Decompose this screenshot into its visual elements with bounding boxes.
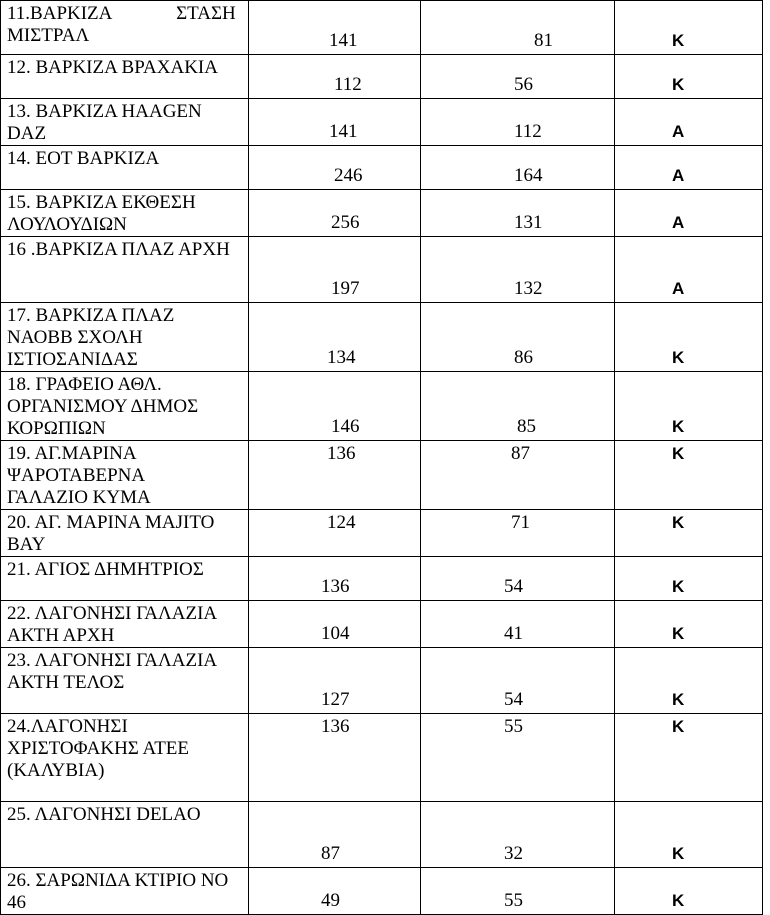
value-b-cell [421, 372, 615, 441]
value-a-cell [249, 601, 421, 648]
grade-label: Κ [672, 444, 685, 463]
location-name-cell [1, 99, 249, 146]
count-value: 81 [534, 30, 553, 51]
count-value: 164 [514, 165, 543, 186]
location-name-line: DAZ [7, 123, 47, 144]
location-name-line: ΨΑΡΟΤΑΒΕΡΝΑ [7, 465, 146, 486]
count-value: 32 [504, 843, 523, 864]
value-b-cell [421, 55, 615, 99]
value-a-cell [249, 648, 421, 714]
count-value: 141 [329, 30, 358, 51]
count-value: 85 [517, 416, 536, 437]
grade-label: Α [672, 279, 685, 298]
table-row [1, 557, 763, 601]
table-row [1, 601, 763, 648]
count-value: 141 [329, 121, 358, 142]
value-a-cell [249, 237, 421, 303]
grade-label: Κ [672, 891, 685, 910]
grade-cell [615, 99, 763, 146]
location-name-line: ΚΟΡΩΠΙΩΝ [7, 418, 106, 439]
location-name-line: (ΚΑΛΥΒΙΑ) [7, 760, 105, 781]
grade-cell [615, 303, 763, 372]
grade-cell [615, 868, 763, 915]
table-row [1, 714, 763, 802]
count-value: 55 [504, 890, 523, 911]
table-row [1, 802, 763, 868]
location-name-line: 12. ΒΑΡΚΙΖΑ ΒΡΑΧΑΚΙΑ [7, 57, 218, 78]
location-name-line: ΧΡΙΣΤΟΦΑΚΗΣ ΑΤΕΕ [7, 738, 190, 759]
grade-label: Α [672, 122, 685, 141]
value-a-cell [249, 190, 421, 237]
location-name-cell [1, 802, 249, 868]
count-value: 71 [511, 512, 530, 533]
grade-label: Κ [672, 577, 685, 596]
grade-cell [615, 190, 763, 237]
location-name-line: 17. ΒΑΡΚΙΖΑ ΠΛΑΖ [7, 305, 175, 326]
table-row [1, 303, 763, 372]
table-row [1, 99, 763, 146]
count-value: 41 [504, 623, 523, 644]
location-name-line: 19. ΑΓ.ΜΑΡΙΝΑ [7, 443, 137, 464]
location-name-line: BAY [7, 534, 46, 555]
location-name-cell [1, 601, 249, 648]
value-a-cell [249, 372, 421, 441]
value-a-cell [249, 99, 421, 146]
location-name-line: 24.ΛΑΓΟΝΗΣΙ [7, 716, 128, 737]
grade-cell [615, 146, 763, 190]
value-b-cell [421, 190, 615, 237]
grade-cell [615, 802, 763, 868]
location-name-line: 15. ΒΑΡΚΙΖΑ ΕΚΘΕΣΗ [7, 192, 196, 213]
value-a-cell [249, 802, 421, 868]
value-b-cell [421, 601, 615, 648]
table-row [1, 55, 763, 99]
count-value: 131 [514, 212, 543, 233]
value-b-cell [421, 441, 615, 510]
grade-cell [615, 372, 763, 441]
count-value: 134 [327, 347, 356, 368]
value-a-cell [249, 441, 421, 510]
count-value: 86 [514, 347, 533, 368]
grade-cell [615, 510, 763, 557]
grade-label: Κ [672, 417, 685, 436]
count-value: 127 [321, 689, 350, 710]
location-name-cell [1, 303, 249, 372]
location-name-line: ΜΙΣΤΡΑΛ [7, 25, 90, 46]
location-name-line: 25. ΛΑΓΟΝΗΣΙ DELAO [7, 804, 201, 825]
location-name-line: 22. ΛΑΓΟΝΗΣΙ ΓΑΛΑΖΙΑ [7, 603, 218, 624]
count-value: 56 [514, 74, 533, 95]
location-name-line: ΑΚΤΗ ΤΕΛΟΣ [7, 672, 125, 693]
location-name-line: 21. ΑΓΙΟΣ ΔΗΜΗΤΡΙΟΣ [7, 559, 204, 580]
value-b-cell [421, 557, 615, 601]
grade-label: Κ [672, 717, 685, 736]
location-name-line: ΑΚΤΗ ΑΡΧΗ [7, 625, 115, 646]
location-name-line: ΓΑΛΑΖΙΟ ΚΥΜΑ [7, 487, 151, 508]
location-name-line: 14. ΕΟΤ ΒΑΡΚΙΖΑ [7, 148, 160, 169]
table-row [1, 237, 763, 303]
table-row [1, 372, 763, 441]
location-name-line: ΟΡΓΑΝΙΣΜΟΥ ΔΗΜΟΣ [7, 396, 199, 417]
value-b-cell [421, 714, 615, 802]
location-name-cell [1, 55, 249, 99]
count-value: 197 [331, 278, 360, 299]
grade-label: Κ [672, 348, 685, 367]
location-name-line: ΝΑΟΒΒ ΣΧΟΛΗ [7, 327, 143, 348]
value-a-cell [249, 55, 421, 99]
table-row [1, 146, 763, 190]
count-value: 136 [327, 443, 356, 464]
value-b-cell [421, 1, 615, 55]
table-row [1, 1, 763, 55]
value-b-cell [421, 146, 615, 190]
location-name-cell [1, 190, 249, 237]
count-value: 104 [321, 623, 350, 644]
count-value: 132 [514, 278, 543, 299]
grade-cell [615, 714, 763, 802]
location-name-cell [1, 557, 249, 601]
location-name-line: 23. ΛΑΓΟΝΗΣΙ ΓΑΛΑΖΙΑ [7, 650, 218, 671]
location-name-line: ΛΟΥΛΟΥΔΙΩΝ [7, 214, 127, 235]
value-b-cell [421, 99, 615, 146]
location-name-cell [1, 1, 249, 55]
grade-label: Α [672, 166, 685, 185]
grade-label: Κ [672, 624, 685, 643]
count-value: 55 [504, 716, 523, 737]
count-value: 54 [504, 689, 523, 710]
value-a-cell [249, 557, 421, 601]
count-value: 146 [331, 416, 360, 437]
value-a-cell [249, 510, 421, 557]
grade-cell [615, 55, 763, 99]
count-value: 124 [327, 512, 356, 533]
location-name-cell [1, 714, 249, 802]
count-value: 112 [334, 74, 362, 95]
location-name-line: 18. ΓΡΑΦΕΙΟ ΑΘΛ. [7, 374, 162, 395]
grade-cell [615, 601, 763, 648]
value-a-cell [249, 1, 421, 55]
table-row [1, 648, 763, 714]
location-name-cell [1, 146, 249, 190]
count-value: 49 [321, 890, 340, 911]
grade-cell [615, 557, 763, 601]
value-b-cell [421, 303, 615, 372]
value-b-cell [421, 237, 615, 303]
location-name-line: 16 .ΒΑΡΚΙΖΑ ΠΛΑΖ ΑΡΧΗ [7, 239, 230, 260]
location-name-cell [1, 237, 249, 303]
grade-label: Κ [672, 690, 685, 709]
count-value: 136 [321, 716, 350, 737]
location-name-line: 46 [7, 892, 26, 913]
table-row [1, 868, 763, 915]
value-a-cell [249, 146, 421, 190]
grade-cell [615, 237, 763, 303]
count-value: 112 [514, 121, 542, 142]
grade-label: Κ [672, 75, 685, 94]
value-b-cell [421, 868, 615, 915]
count-value: 87 [321, 843, 340, 864]
value-b-cell [421, 648, 615, 714]
count-value: 136 [321, 576, 350, 597]
table-row [1, 441, 763, 510]
location-name-line: ΙΣΤΙΟΣΑΝΙΔΑΣ [7, 349, 138, 370]
grade-label: Κ [672, 844, 685, 863]
value-b-cell [421, 510, 615, 557]
location-name-cell [1, 441, 249, 510]
location-name-line: 13. ΒΑΡΚΙΖΑ ΗΑΑGEN [7, 101, 202, 122]
value-a-cell [249, 714, 421, 802]
grade-cell [615, 1, 763, 55]
table-row [1, 510, 763, 557]
location-name-cell [1, 372, 249, 441]
location-name-line: 26. ΣΑΡΩΝΙΔΑ ΚΤΙΡΙΟ ΝΟ [7, 870, 229, 891]
location-name-cell [1, 510, 249, 557]
count-value: 246 [334, 165, 363, 186]
value-a-cell [249, 303, 421, 372]
location-name-cell [1, 648, 249, 714]
grade-label: Κ [672, 513, 685, 532]
grade-label: Α [672, 213, 685, 232]
grade-cell [615, 648, 763, 714]
count-value: 54 [504, 576, 523, 597]
count-value: 87 [511, 443, 530, 464]
location-name-line: 11.ΒΑΡΚΙΖΑ ΣΤΑΣΗ [7, 3, 236, 24]
count-value: 256 [331, 212, 360, 233]
grade-cell [615, 441, 763, 510]
value-a-cell [249, 868, 421, 915]
table-row [1, 190, 763, 237]
grade-label: Κ [672, 31, 685, 50]
location-name-line: 20. ΑΓ. ΜΑΡΙΝΑ ΜΑJΙΤΟ [7, 512, 215, 533]
location-name-cell [1, 868, 249, 915]
value-b-cell [421, 802, 615, 868]
